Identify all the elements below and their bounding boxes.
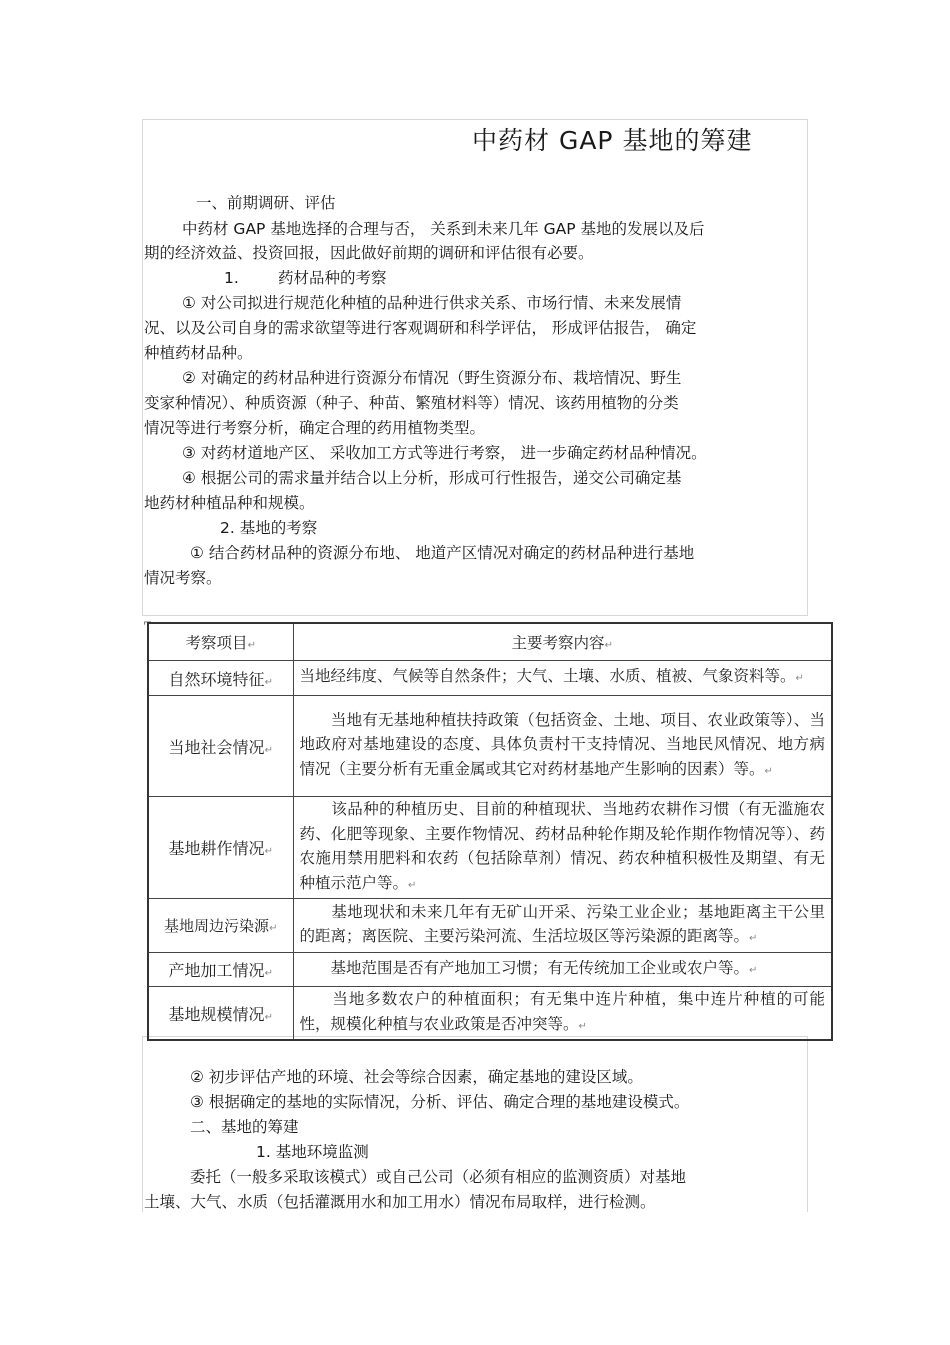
- subsection-title: 药材品种的考察: [278, 269, 387, 287]
- paragraph-line: 况、以及公司自身的需求欲望等进行客观调研和科学评估， 形成评估报告， 确定: [144, 319, 697, 337]
- table-header-cell: 主要考察内容↵: [293, 623, 832, 661]
- table-anchor-mark: ⌐: [143, 616, 153, 629]
- paragraph-line: 地药材种植品种和规模。: [144, 494, 315, 512]
- document-title: 中药材 GAP 基地的筹建: [472, 126, 753, 155]
- table-cell-content: 当地经纬度、气候等自然条件；大气、土壤、水质、植被、气象资料等。↵: [293, 661, 832, 696]
- table-row: [148, 661, 832, 696]
- table-cell-item: 产地加工情况↵: [148, 953, 293, 987]
- paragraph-line: ① 结合药材品种的资源分布地、 地道产区情况对确定的药材品种进行基地: [190, 544, 695, 562]
- paragraph-line: 委托（一般多采取该模式）或自己公司（必须有相应的监测资质）对基地: [190, 1168, 687, 1186]
- paragraph-line: 期的经济效益、投资回报，因此做好前期的调研和评估很有必要。: [144, 244, 594, 262]
- table-cell-item: 自然环境特征↵: [148, 661, 293, 696]
- table-row: [148, 953, 832, 987]
- subsection-title: 2. 基地的考察: [220, 519, 318, 537]
- table-cell-content: 基地现状和未来几年有无矿山开采、污染工业企业；基地距离主干公里的距离；离医院、主要污染河流、生活垃圾区等污染源的距离等。↵: [293, 899, 832, 953]
- table-cell-item: 基地耕作情况↵: [148, 797, 293, 899]
- table-row: [148, 987, 832, 1041]
- paragraph-line: ② 初步评估产地的环境、社会等综合因素，确定基地的建设区域。: [190, 1068, 643, 1086]
- table-row: [148, 696, 832, 797]
- inspection-table: [147, 622, 833, 1041]
- subsection-title: 1. 基地环境监测: [256, 1143, 369, 1161]
- table-header-row: [148, 623, 832, 661]
- table-cell-content: 当地多数农户的种植面积；有无集中连片种植，集中连片种植的可能性，规模化种植与农业政策是否冲突等。↵: [293, 987, 832, 1041]
- paragraph-line: 种植药材品种。: [144, 344, 253, 362]
- paragraph-line: 中药材 GAP 基地选择的合理与否， 关系到未来几年 GAP 基地的发展以及后: [182, 220, 705, 238]
- table-row: [148, 899, 832, 953]
- table-cell-content: 该品种的种植历史、目前的种植现状、当地药农耕作习惯（有无滥施农药、化肥等现象、主要作物情况、药材品种轮作期及轮作期作物情况等）、药农施用禁用肥料和农药（包括除草剂）情况、药农种植积极性及期望、有无种植示范户等。↵: [293, 797, 832, 899]
- paragraph-line: ③ 根据确定的基地的实际情况，分析、评估、确定合理的基地建设模式。: [190, 1093, 690, 1111]
- table-cell-item: 基地规模情况↵: [148, 987, 293, 1041]
- paragraph-line: ③ 对药材道地产区、 采收加工方式等进行考察， 进一步确定药材品种情况。: [182, 444, 707, 462]
- section-heading-1: 一、前期调研、评估: [196, 194, 336, 212]
- paragraph-line: 土壤、大气、水质（包括灌溉用水和加工用水）情况布局取样，进行检测。: [144, 1193, 656, 1211]
- section-heading-2: 二、基地的筹建: [190, 1118, 299, 1136]
- paragraph-line: 变家种情况）、种质资源（种子、种苗、繁殖材料等）情况、该药用植物的分类: [144, 394, 679, 412]
- table-cell-content: 基地范围是否有产地加工习惯；有无传统加工企业或农户等。↵: [293, 953, 832, 987]
- paragraph-line: 情况等进行考察分析，确定合理的药用植物类型。: [144, 419, 486, 437]
- paragraph-line: 情况考察。: [144, 569, 222, 587]
- paragraph-line: ④ 根据公司的需求量并结合以上分析，形成可行性报告，递交公司确定基: [182, 469, 682, 487]
- table-row: [148, 797, 832, 899]
- table-cell-content: 当地有无基地种植扶持政策（包括资金、土地、项目、农业政策等）、当地政府对基地建设的态度、具体负责村干支持情况、当地民风情况、地方病情况（主要分析有无重金属或其它对药材基地产生影响的因素）等。↵: [293, 696, 832, 797]
- inspection-table-image: [143, 616, 837, 1038]
- table-cell-item: 当地社会情况↵: [148, 696, 293, 797]
- table-cell-item: 基地周边污染源↵: [148, 899, 293, 953]
- table-header-cell: 考察项目↵: [148, 623, 293, 661]
- paragraph-line: ② 对确定的药材品种进行资源分布情况（野生资源分布、栽培情况、野生: [182, 369, 682, 387]
- subsection-number: 1.: [224, 269, 239, 287]
- paragraph-line: ① 对公司拟进行规范化种植的品种进行供求关系、市场行情、未来发展情: [182, 294, 682, 312]
